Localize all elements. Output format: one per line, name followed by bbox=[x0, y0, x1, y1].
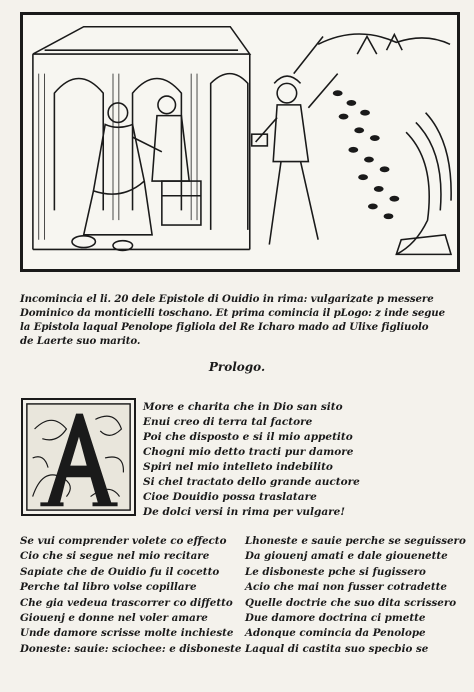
verse-line: Giouenj e donne nel voler amare bbox=[20, 612, 208, 625]
verse-line: More e charita che in Dio san sito bbox=[143, 401, 343, 413]
verse-line: Doneste: sauie: sciochee: e disboneste bbox=[20, 642, 242, 655]
verse-line: Poi che disposto e si il mio appetito bbox=[143, 431, 353, 443]
verse-line: Sapiate che de Ouidio fu il cocetto bbox=[20, 565, 220, 578]
verse-line: Cioe Douidio possa traslatare bbox=[143, 491, 317, 503]
verse-line: Unde damore scrisse molte inchieste bbox=[20, 627, 234, 640]
verse-line: Perche tal libro volse copillare bbox=[20, 581, 197, 594]
incipit-line: Incomincia el li. 20 dele Epistole di Ouidio in rima: vulgarizate p messere bbox=[20, 293, 434, 305]
verse-stanza-right bbox=[245, 534, 470, 657]
verse-stanza-left bbox=[20, 534, 245, 657]
verse-line: Adonque comincia da Penolope bbox=[245, 627, 426, 640]
verse-line: Acio che mai non fusser cotradette bbox=[245, 581, 447, 594]
ornamented-initial-a-icon bbox=[21, 398, 136, 516]
verse-line: Le disboneste pche si fugissero bbox=[245, 565, 426, 578]
prologo-heading: Prologo. bbox=[208, 360, 266, 374]
verse-stanza-top bbox=[143, 400, 473, 520]
incipit-text bbox=[20, 292, 462, 348]
incipit-line: de Laerte suo marito. bbox=[20, 335, 141, 347]
verse-line: Lhoneste e sauie perche se seguissero bbox=[245, 535, 466, 547]
verse-line: Chogni mio detto tracti pur damore bbox=[143, 446, 354, 458]
verse-line: Spiri nel mio intelleto indebilito bbox=[143, 461, 333, 473]
verse-line: Che gia vedeua trascorrer co diffetto bbox=[20, 596, 233, 609]
woodcut-illustration bbox=[20, 12, 460, 272]
verse-line: Se vui comprender volete co effecto bbox=[20, 535, 227, 547]
verse-line: De dolci versi in rima per vulgare! bbox=[143, 506, 345, 518]
verse-line: Enui creo di terra tal factore bbox=[143, 416, 313, 428]
verse-line: Da giouenj amati e dale giouenette bbox=[245, 550, 448, 563]
incipit-line: la Epistola laqual Penolope figliola del Re Icharo mado ad Ulixe figliuolo bbox=[20, 321, 429, 333]
verse-line: Laqual di castita suo specbio se bbox=[245, 642, 429, 655]
verse-line: Cio che si segue nel mio recitare bbox=[20, 550, 210, 563]
verse-line: Si chel tractato dello grande auctore bbox=[143, 476, 360, 488]
verse-line: Due damore doctrina ci pmette bbox=[245, 612, 426, 625]
verse-line: Quelle doctrie che suo dita scrissero bbox=[245, 596, 457, 609]
incipit-line: Dominico da monticielli toschano. Et prima comincia il pLogo: z inde segue bbox=[20, 307, 445, 319]
